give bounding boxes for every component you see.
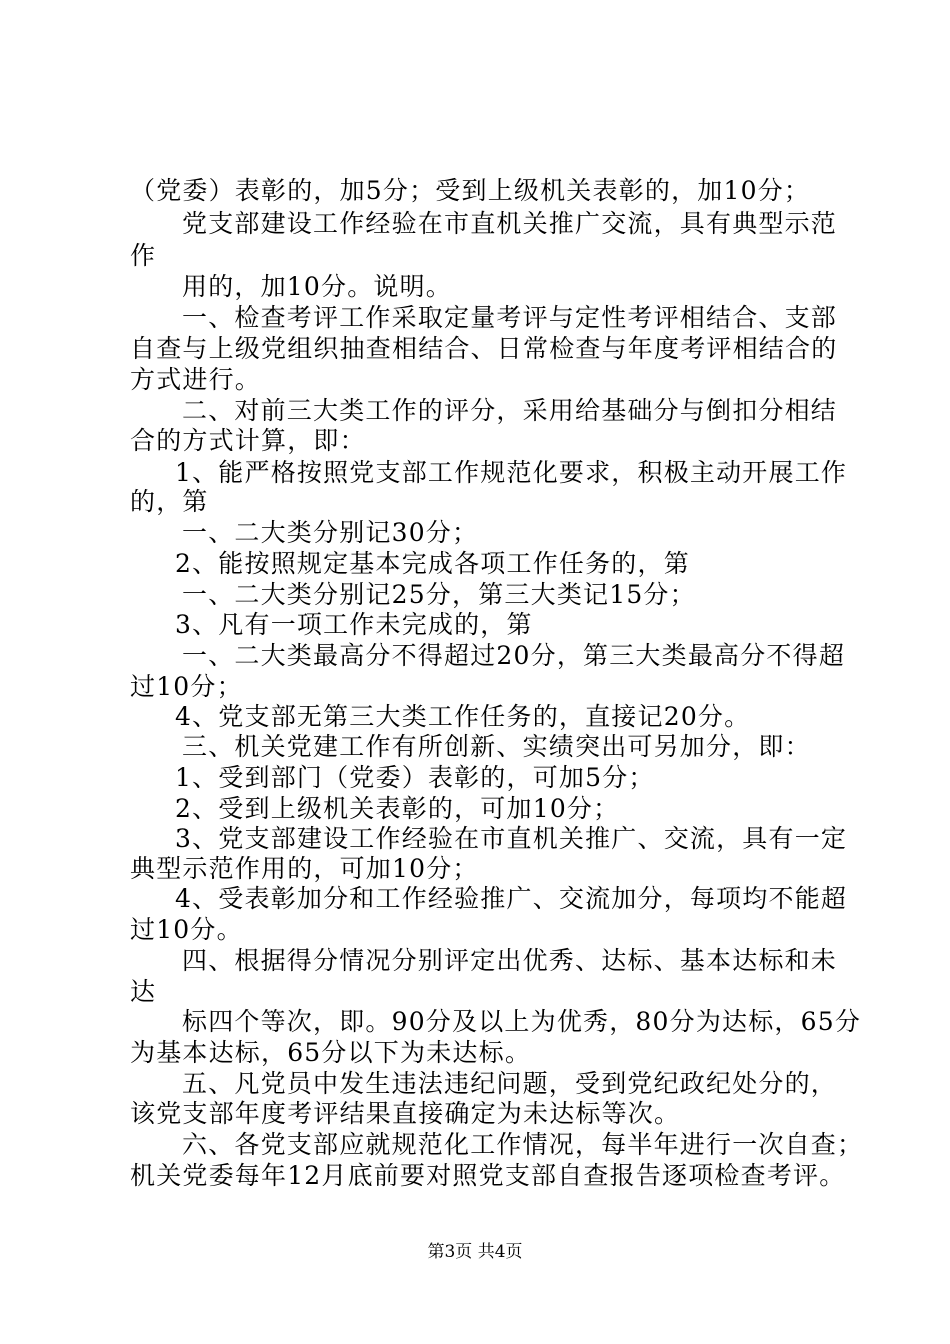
text-line: 党支部建设工作经验在市直机关推广交流，具有典型示范: [182, 209, 838, 238]
text-line: 四、根据得分情况分别评定出优秀、达标、基本达标和未: [182, 946, 838, 975]
text-line: 4、党支部无第三大类工作任务的，直接记20分。: [175, 702, 751, 731]
text-line: 3、凡有一项工作未完成的，第: [175, 610, 533, 639]
text-line: 的，第: [130, 487, 209, 516]
text-line: 3、党支部建设工作经验在市直机关推广、交流，具有一定: [175, 824, 848, 853]
text-line: 三、机关党建工作有所创新、实绩突出可另加分，即：: [182, 732, 811, 761]
text-line: 方式进行。: [130, 365, 262, 394]
text-line: 典型示范作用的，可加10分；: [130, 854, 479, 883]
text-line: 合的方式计算，即：: [130, 426, 366, 455]
text-line: 2、能按照规定基本完成各项工作任务的，第: [175, 549, 690, 578]
text-line: 1、受到部门（党委）表彰的，可加5分；: [175, 763, 655, 792]
text-line: 自查与上级党组织抽查相结合、日常检查与年度考评相结合的: [130, 334, 838, 363]
text-line: 用的，加10分。说明。: [182, 272, 453, 301]
text-line: 五、凡党员中发生违法违纪问题，受到党纪政纪处分的，: [182, 1069, 838, 1098]
text-line: 该党支部年度考评结果直接确定为未达标等次。: [130, 1099, 681, 1128]
text-line: 达: [130, 977, 157, 1006]
text-line: 作: [130, 241, 157, 270]
text-line: 一、检查考评工作采取定量考评与定性考评相结合、支部: [182, 303, 838, 332]
page-footer: 第3页 共4页: [427, 1242, 523, 1262]
text-line: 过10分。: [130, 915, 243, 944]
text-line: 二、对前三大类工作的评分，采用给基础分与倒扣分相结: [182, 396, 838, 425]
text-line: 一、二大类分别记30分；: [182, 518, 479, 547]
text-line: 机关党委每年12月底前要对照党支部自查报告逐项检查考评。: [130, 1161, 846, 1190]
text-line: 标四个等次，即。90分及以上为优秀，80分为达标，65分: [182, 1007, 862, 1036]
text-line: 4、受表彰加分和工作经验推广、交流加分，每项均不能超: [175, 884, 848, 913]
text-line: 为基本达标，65分以下为未达标。: [130, 1038, 532, 1067]
text-line: 一、二大类分别记25分，第三大类记15分；: [182, 580, 696, 609]
text-line: （党委）表彰的，加5分；受到上级机关表彰的，加10分；: [130, 176, 811, 205]
text-line: 1、能严格按照党支部工作规范化要求，积极主动开展工作: [175, 458, 848, 487]
text-line: 过10分；: [130, 672, 243, 701]
text-line: 2、受到上级机关表彰的，可加10分；: [175, 794, 620, 823]
text-line: 一、二大类最高分不得超过20分，第三大类最高分不得超: [182, 641, 846, 670]
text-line: 六、各党支部应就规范化工作情况，每半年进行一次自查；: [182, 1130, 864, 1159]
